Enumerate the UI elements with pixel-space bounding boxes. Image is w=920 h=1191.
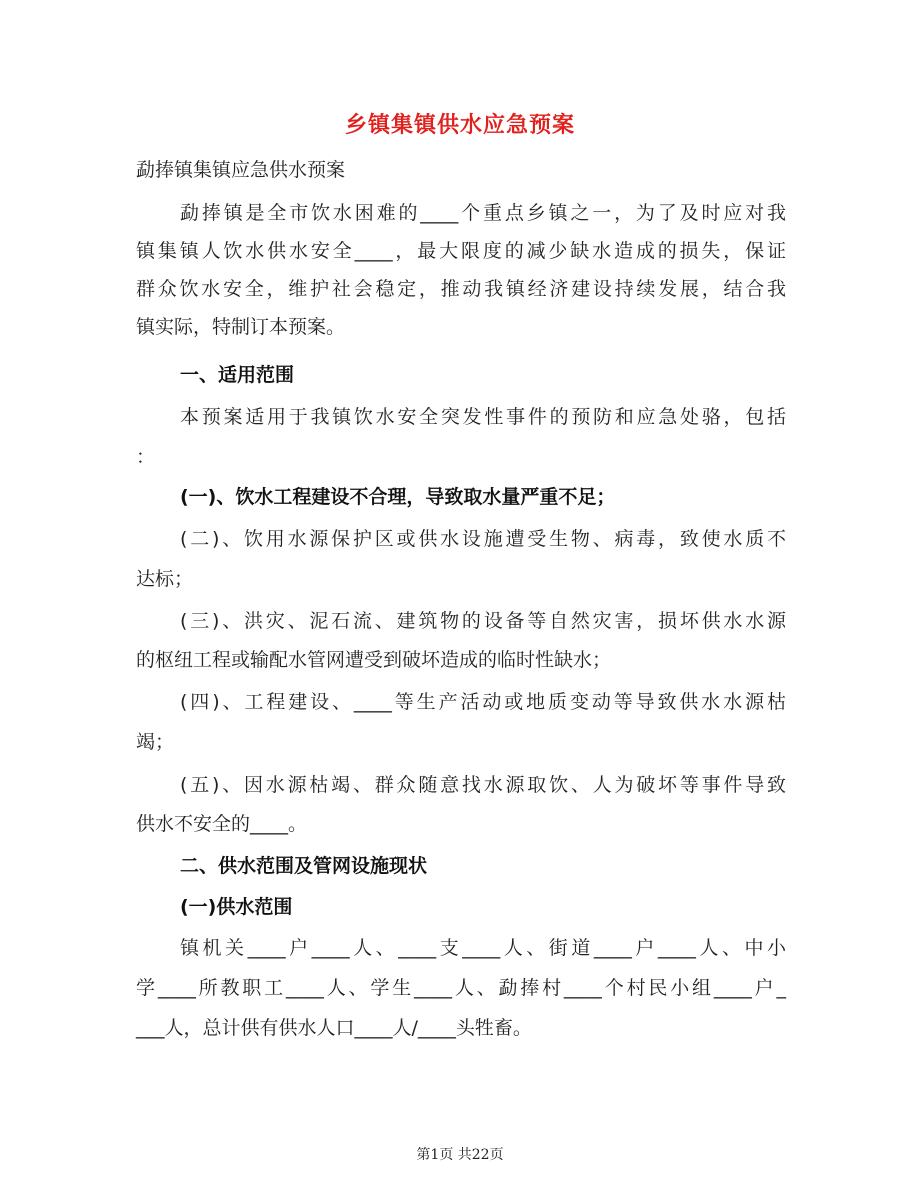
document-subtitle: 勐捧镇集镇应急供水预案 (136, 159, 346, 181)
page-number-footer: 第1页 共22页 (416, 1147, 504, 1163)
intro-line-2: 镇集镇人饮水供水安全____，最大限度的减少缺水造成的损失，保证 (136, 240, 786, 262)
section-1-item-2-line-1: (二)、饮用水源保护区或供水设施遭受生物、病毒，致使水质不 (180, 528, 786, 550)
section-1-text-line-2: ： (136, 446, 156, 468)
section-1-item-3-line-1: (三)、洪灾、泥石流、建筑物的设备等自然灾害，损坏供水水源 (180, 610, 786, 632)
section-2-heading: 二、供水范围及管网设施现状 (180, 855, 428, 877)
section-2-text-line-1: 镇机关____户____人、____支____人、街道____户____人、中小 (180, 937, 786, 959)
section-1-item-5-line-2: 供水不安全的____。 (136, 813, 308, 835)
section-1-item-1: (一)、饮水工程建设不合理，导致取水量严重不足； (180, 486, 616, 508)
section-1-heading: 一、适用范围 (180, 364, 295, 386)
section-1-item-5-line-1: (五)、因水源枯竭、群众随意找水源取饮、人为破坏等事件导致 (180, 774, 786, 796)
section-1-text-line-1: 本预案适用于我镇饮水安全突发性事件的预防和应急处骆，包括 (180, 406, 786, 428)
intro-line-4: 镇实际，特制订本预案。 (136, 316, 346, 338)
section-2-text-line-3: ___人，总计供有供水人口____人/____头牲畜。 (136, 1017, 532, 1039)
section-1-item-2-line-2: 达标； (136, 568, 194, 590)
section-1-item-3-line-2: 的枢纽工程或输配水管网遭受到破坏造成的临时性缺水； (136, 649, 612, 671)
section-2-text-line-2: 学____所教职工____人、学生____人、勐捧村____个村民小组____户_ (136, 977, 786, 999)
intro-line-3: 群众饮水安全，维护社会稳定，推动我镇经济建设持续发展，结合我 (136, 278, 786, 300)
intro-line-1: 勐捧镇是全市饮水困难的____个重点乡镇之一，为了及时应对我 (180, 202, 786, 224)
document-title: 乡镇集镇供水应急预案 (344, 113, 575, 138)
section-2-subheading: (一)供水范围 (180, 896, 293, 918)
section-1-item-4-line-2: 竭； (136, 731, 175, 753)
section-1-item-4-line-1: (四)、工程建设、____等生产活动或地质变动等导致供水水源枯 (180, 691, 786, 713)
